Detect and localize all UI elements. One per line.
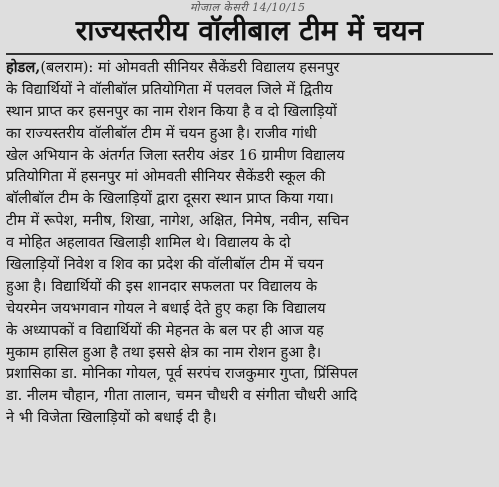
article-line: डा. नीलम चौहान, गीता तालान, चमन चौधरी व संगीता चौधरी आदि (6, 387, 358, 405)
article-line: प्रशासिका डा. मोनिका गोयल, पूर्व सरपंच राजकुमार गुप्ता, प्रिंसिपल (6, 365, 358, 383)
article-line: स्थान प्राप्त कर हसनपुर का नाम रोशन किया है व दो खिलाड़ियों (6, 102, 337, 120)
headline-rule (6, 53, 493, 55)
article-line: टीम में रूपेश, मनीष, शिखा, नागेश, अक्षित, निमेष, नवीन, सचिन (6, 212, 349, 230)
headline: राज्यस्तरीय वॉलीबाल टीम में चयन (75, 14, 424, 47)
article-body (6, 57, 493, 429)
dateline: होडल, (6, 59, 41, 76)
article-line-text: मां ओमवती सीनियर सैकेंडरी विद्यालय हसनपुर (93, 59, 340, 76)
article-line: हुआ है। विद्यार्थियों की इस शानदार सफलता पर विद्यालय के (6, 277, 318, 295)
article-line: मुकाम हासिल हुआ है तथा इससे क्षेत्र का नाम रोशन हुआ है। (6, 343, 322, 361)
article-line: व मोहित अहलावत खिलाड़ी शामिल थे। विद्यालय के दो (6, 234, 291, 252)
article-line: खिलाड़ियों निवेश व शिव का प्रदेश की वॉलीबॉल टीम में चयन (6, 256, 324, 274)
article-line: बॉलीबॉल टीम के खिलाड़ियों द्वारा दूसरा स्थान प्राप्त किया गया। (6, 190, 334, 208)
article-line (6, 57, 493, 79)
byline: (बलराम): (40, 59, 94, 76)
article-line: खेल अभियान के अंतर्गत जिला स्तरीय अंडर 16 ग्रामीण विद्यालय (6, 146, 345, 164)
article-line: के विद्यार्थियों ने वॉलीबॉल प्रतियोगिता में पलवल जिले में द्वितीय (6, 80, 333, 98)
handwritten-note: मोजाल केसरी 14/10/15 (190, 1, 306, 14)
article-line: का राज्यस्तरीय वॉलीबॉल टीम में चयन हुआ है। राजीव गांधी (6, 124, 317, 142)
article-line: के अध्यापकों व विद्यार्थियों की मेहनत के बल पर ही आज यह (6, 321, 324, 339)
article-line: प्रतियोगिता में हसनपुर मां ओमवती सीनियर सैकेंडरी स्कूल की (6, 168, 326, 186)
article-line: ने भी विजेता खिलाड़ियों को बधाई दी है। (6, 409, 217, 427)
article-line: चेयरमेन जयभगवान गोयल ने बधाई देते हुए कहा कि विद्यालय (6, 299, 326, 317)
